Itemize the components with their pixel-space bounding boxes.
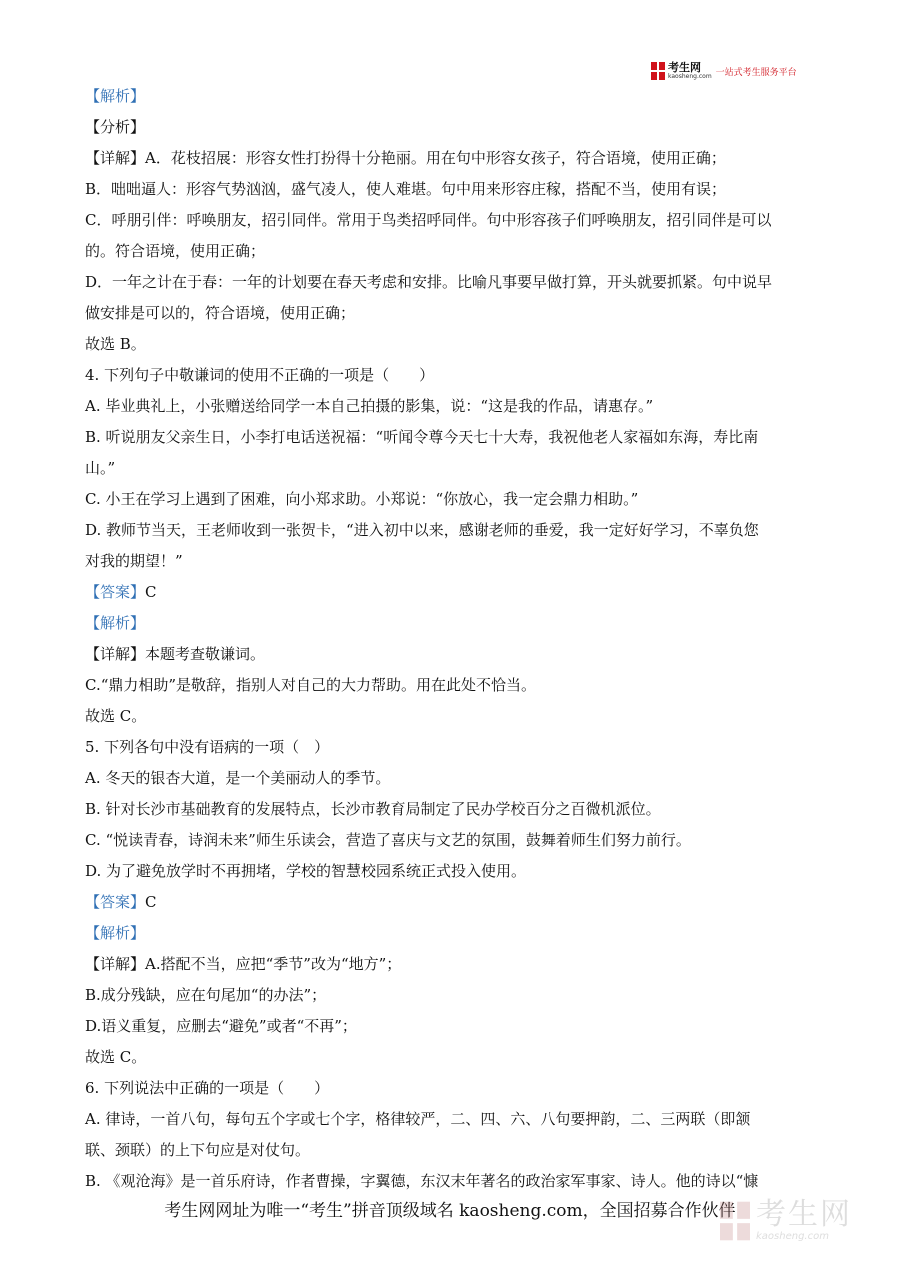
- text-line: [85, 1077, 329, 1099]
- text-line: [85, 550, 183, 572]
- text-line: [85, 767, 390, 789]
- text-line: [85, 1015, 357, 1037]
- text-line: [85, 457, 115, 479]
- line-text: 对我的期望！”: [85, 552, 183, 570]
- text-line: [85, 674, 536, 696]
- line-text: C. 小王在学习上遇到了困难，向小郑求助。小郑说：“你放心，我一定会鼎力相助。”: [85, 490, 639, 508]
- line-text: C: [145, 893, 157, 911]
- watermark-domain: kaosheng.com: [756, 1231, 829, 1242]
- text-line: [85, 116, 145, 138]
- text-line: [85, 426, 758, 448]
- line-text: 故选 B。: [85, 335, 146, 353]
- logo-domain: kaosheng.com: [668, 73, 712, 80]
- line-text: C．呼朋引伴：呼唤朋友，招引同伴。常用于鸟类招呼同伴。句中形容孩子们呼唤朋友，招引同伴是可以: [85, 211, 772, 229]
- text-line: [85, 612, 145, 634]
- text-line: [85, 891, 157, 913]
- text-line: [85, 302, 355, 324]
- text-line: [85, 1108, 750, 1130]
- section-tag: 【解析】: [85, 924, 146, 942]
- line-text: B. 《观沧海》是一首乐府诗，作者曹操，字翼德，东汉末年著名的政治家军事家、诗人。他的诗以“慷: [85, 1172, 759, 1190]
- logo-slogan: 一站式考生服务平台: [715, 67, 797, 78]
- section-tag: 【解析】: [85, 87, 146, 105]
- kaosheng-logo-icon: [651, 62, 665, 80]
- line-text: A. 冬天的银杏大道，是一个美丽动人的季节。: [85, 769, 391, 787]
- line-text: 山。”: [85, 459, 116, 477]
- line-text: 联、颈联）的上下句应是对仗句。: [85, 1141, 311, 1159]
- line-text: 【详解】本题考查敬谦词。: [85, 645, 266, 663]
- line-text: C: [145, 583, 157, 601]
- line-text: 【详解】A.搭配不当，应把“季节”改为“地方”；: [85, 955, 402, 973]
- text-line: [85, 519, 759, 541]
- text-line: [85, 581, 157, 603]
- line-text: D.语义重复，应删去“避免”或者“不再”；: [85, 1017, 357, 1035]
- line-text: A. 律诗，一首八句，每句五个字或七个字，格律较严，二、四、六、八句要押韵，二、三两联（即颔: [85, 1110, 751, 1128]
- line-text: 故选 C。: [85, 707, 147, 725]
- text-line: [85, 1139, 310, 1161]
- watermark-logo-icon: [720, 1201, 750, 1241]
- text-line: [85, 209, 771, 231]
- line-text: D．一年之计在于春：一年的计划要在春天考虑和安排。比喻凡事要早做打算，开头就要抓紧。句中说早: [85, 273, 773, 291]
- text-line: [85, 364, 434, 386]
- text-line: [85, 178, 726, 200]
- text-line: [85, 1170, 758, 1192]
- kaosheng-watermark: [720, 1197, 852, 1242]
- line-text: 做安排是可以的，符合语境，使用正确；: [85, 304, 356, 322]
- line-text: D. 教师节当天，王老师收到一张贺卡，“进入初中以来，感谢老师的垂爱，我一定好好学习，不辜负您: [85, 521, 759, 539]
- line-text: B.成分残缺，应在句尾加“的办法”；: [85, 986, 327, 1004]
- header-logo: [651, 60, 797, 82]
- text-line: [85, 705, 146, 727]
- text-line: [85, 85, 145, 107]
- line-text: C.“鼎力相助”是敬辞，指别人对自己的大力帮助。用在此处不恰当。: [85, 676, 537, 694]
- text-line: [85, 488, 638, 510]
- line-text: C. “悦读青春，诗润未来”师生乐读会，营造了喜庆与文艺的氛围，鼓舞着师生们努力前行。: [85, 831, 691, 849]
- line-text: 4. 下列句子中敬谦词的使用不正确的一项是（ ）: [85, 366, 435, 384]
- line-text: 6. 下列说法中正确的一项是（ ）: [85, 1079, 330, 1097]
- text-line: [85, 953, 401, 975]
- line-text: 5. 下列各句中没有语病的一项（ ）: [85, 738, 330, 756]
- text-line: [85, 147, 726, 169]
- line-text: B. 针对长沙市基础教育的发展特点，长沙市教育局制定了民办学校百分之百微机派位。: [85, 800, 661, 818]
- text-line: [85, 240, 265, 262]
- watermark-name: 考生网: [756, 1197, 852, 1232]
- text-line: [85, 798, 661, 820]
- text-line: [85, 271, 772, 293]
- section-tag: 【答案】: [85, 583, 146, 601]
- section-tag: 【解析】: [85, 614, 146, 632]
- text-line: [85, 922, 145, 944]
- text-line: [85, 829, 691, 851]
- line-text: 的。符合语境，使用正确；: [85, 242, 266, 260]
- text-line: [85, 333, 146, 355]
- text-line: [85, 984, 326, 1006]
- line-text: 【详解】A．花枝招展：形容女性打扮得十分艳丽。用在句中形容女孩子，符合语境，使用正确；: [85, 149, 726, 167]
- line-text: 故选 C。: [85, 1048, 147, 1066]
- line-text: A. 毕业典礼上，小张赠送给同学一本自己拍摄的影集，说：“这是我的作品，请惠存。”: [85, 397, 654, 415]
- section-tag: 【答案】: [85, 893, 146, 911]
- text-line: [85, 643, 265, 665]
- text-line: [85, 736, 329, 758]
- line-text: D. 为了避免放学时不再拥堵，学校的智慧校园系统正式投入使用。: [85, 862, 527, 880]
- text-line: [85, 860, 526, 882]
- line-text: B. 听说朋友父亲生日，小李打电话送祝福：“听闻令尊今天七十大寿，我祝他老人家福如东海，寿比南: [85, 428, 759, 446]
- logo-brand-name: 考生网: [668, 61, 701, 74]
- line-text: 【分析】: [85, 118, 146, 136]
- text-line: [85, 1046, 146, 1068]
- text-line: [85, 395, 653, 417]
- page-footer: 考生网网址为唯一“考生”拼音顶级域名 kaosheng.com，全国招募合作伙伴: [164, 1201, 736, 1221]
- line-text: B．咄咄逼人：形容气势汹汹，盛气凌人，使人难堪。句中用来形容庄稼，搭配不当，使用有误；: [85, 180, 727, 198]
